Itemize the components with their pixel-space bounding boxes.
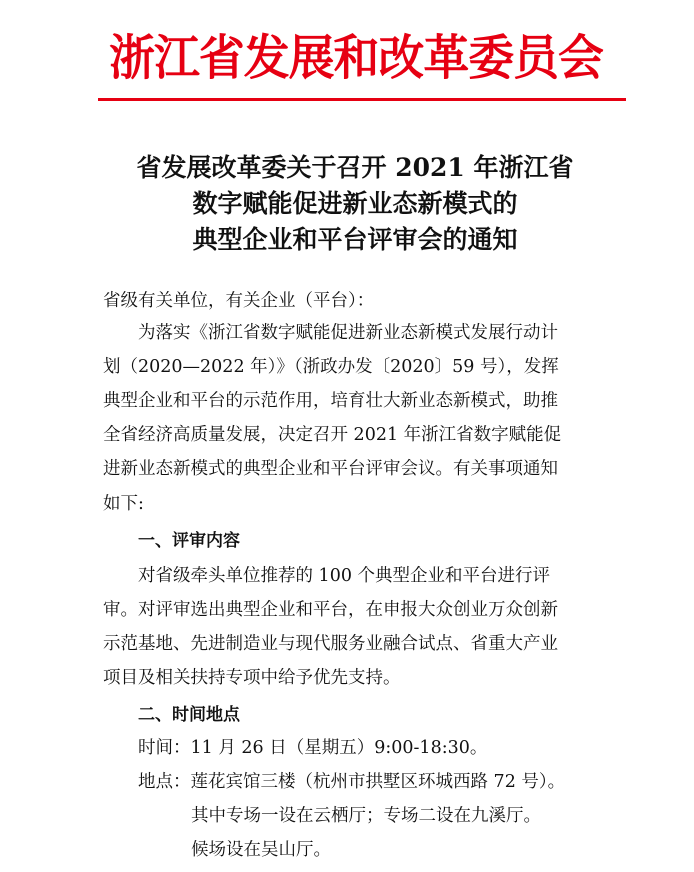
- salutation: 省级有关单位，有关企业（平台）：: [103, 291, 375, 311]
- review-line: 项目及相关扶持专项中给予优先支持。: [103, 668, 401, 688]
- intro-line: 为落实《浙江省数字赋能促进新业态新模式发展行动计: [138, 323, 558, 343]
- review-line: 示范基地、先进制造业与现代服务业融合试点、省重大产业: [103, 634, 558, 654]
- intro-line: 典型企业和平台的示范作用，培育壮大新业态新模式，助推: [103, 391, 558, 411]
- title-line: 数字赋能促进新业态新模式的: [192, 189, 518, 218]
- review-line: 审。对评审选出典型企业和平台，在申报大众创业万众创新: [103, 600, 558, 620]
- title-line: 省发展改革委关于召开 2021 年浙江省: [136, 153, 574, 182]
- organization-title: 浙江省发展和改革委员会: [109, 30, 603, 86]
- intro-line: 全省经济高质量发展，决定召开 2021 年浙江省数字赋能促: [103, 425, 562, 445]
- title-line: 典型企业和平台评审会的通知: [192, 225, 518, 254]
- notice-title: [120, 150, 590, 258]
- document-header: [0, 0, 694, 110]
- section-heading-time-location: 二、时间地点: [138, 705, 240, 725]
- review-line: 对省级牵头单位推荐的 100 个典型企业和平台进行评: [138, 566, 551, 586]
- intro-line: 划（2020—2022 年）》（浙政办发〔2020〕59 号），发挥: [103, 357, 559, 377]
- meeting-time: 时间：11 月 26 日（星期五）9:00-18:30。: [138, 738, 488, 758]
- location-detail: 候场设在吴山厅。: [191, 840, 331, 860]
- intro-line: 如下:: [103, 494, 144, 514]
- section-heading-review: 一、评审内容: [138, 531, 240, 551]
- location-detail: 其中专场一设在云栖厅；专场二设在九溪厅。: [191, 806, 541, 826]
- red-header-rule: [98, 98, 626, 101]
- intro-line: 进新业态新模式的典型企业和平台评审会议。有关事项通知: [103, 459, 558, 479]
- meeting-location: 地点：莲花宾馆三楼（杭州市拱墅区环城西路 72 号）。: [138, 772, 566, 792]
